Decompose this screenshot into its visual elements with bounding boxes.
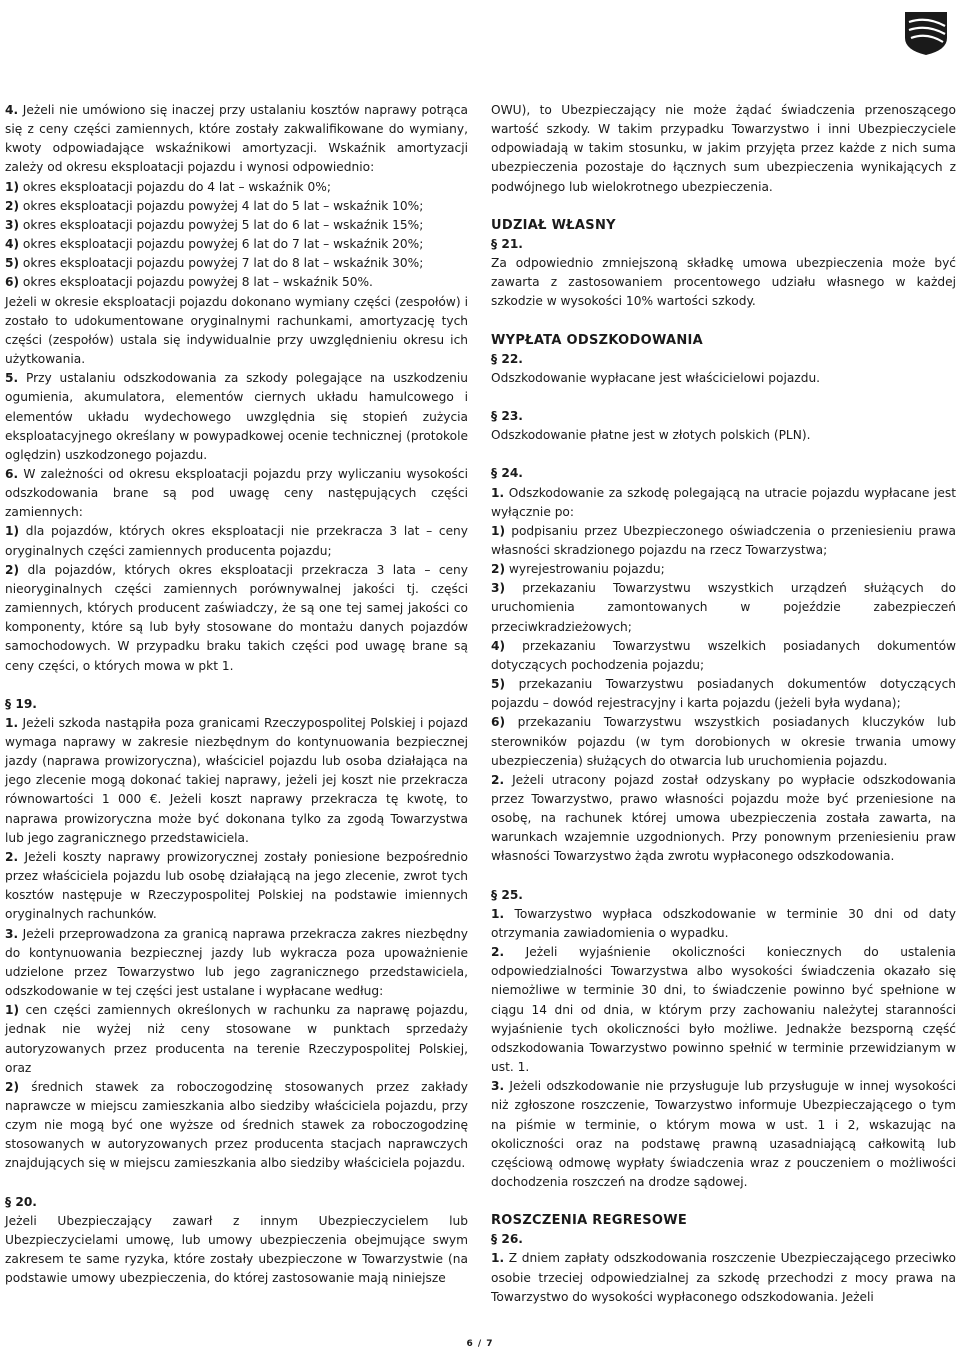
item-number: 6. bbox=[5, 466, 19, 481]
text-paragraph bbox=[5, 293, 468, 370]
text-paragraph bbox=[491, 560, 956, 579]
text-paragraph bbox=[5, 522, 468, 560]
item-number: 2) bbox=[491, 562, 506, 577]
paragraph-text: dla pojazdów, których okres eksploatacji nie przekracza 3 lat – ceny oryginalnych części zamiennych producenta pojazdu; bbox=[5, 524, 468, 558]
text-paragraph bbox=[5, 1212, 468, 1289]
text-paragraph bbox=[5, 101, 468, 178]
text-paragraph bbox=[5, 714, 468, 848]
text-paragraph bbox=[491, 943, 956, 1077]
section-spacer bbox=[491, 312, 956, 331]
paragraph-text: okres eksploatacji pojazdu powyżej 6 lat do 7 lat – wskaźnik 20%; bbox=[19, 237, 424, 252]
paragraph-text: Towarzystwo wypłaca odszkodowanie w terminie 30 dni od daty otrzymania zawiadomienia o wypadku. bbox=[491, 906, 956, 940]
item-number: 1. bbox=[5, 715, 19, 730]
paragraph-text: przekazaniu Towarzystwu wszystkich posiadanych kluczyków lub sterowników pojazdu (w tym dorobionych w okresie trwania umowy ubezpieczenia) służących do otwarcia lub uruchomienia pojazdu. bbox=[491, 715, 956, 768]
paragraph-text: przekazaniu Towarzystwu wszelkich posiadanych dokumentów dotyczących pochodzenia pojazdu; bbox=[491, 638, 956, 672]
item-number: 3. bbox=[5, 926, 19, 941]
item-number: 4. bbox=[5, 103, 19, 117]
item-number: 1) bbox=[491, 523, 506, 538]
section-spacer bbox=[5, 676, 468, 695]
text-paragraph bbox=[5, 235, 468, 254]
text-paragraph bbox=[5, 1078, 468, 1174]
paragraph-text: Jeżeli wyjaśnienie okoliczności koniecznych do ustalenia odpowiedzialności Towarzystwa albo wysokości świadczenia okazało się niemożliwe w terminie 30 dni, to świadczenie powinno być spełnione w ciągu 14 dni od dnia, w którym przy zachowaniu należytej staranności wyjaśnienie tych okoliczności było możliwe. Jednakże bezsporną część odszkodowania Towarzystwo powinno spełnić w terminie przewidzianym w ust. 1. bbox=[491, 945, 956, 1075]
paragraph-text: Jeżeli szkoda nastąpiła poza granicami Rzeczypospolitej Polskiej i pojazd wymaga naprawy w zakresie niezbędnym do kontynuowania bezpiecznej jazdy (naprawa prowizoryczna), właściciel pojazdu lub osoba działająca na jego zlecenie mogą dokonać takiej naprawy, jeżeli jej koszt nie przekracza równowartości 1 000 €. Jeżeli koszt naprawy przekracza tę kwotę, to naprawa prowizoryczna może być dokonana tylko za zgodą Towarzystwa lub jego zagranicznego przedstawiciela. bbox=[5, 715, 468, 845]
right-column bbox=[491, 101, 956, 1307]
text-paragraph bbox=[491, 369, 956, 388]
section-spacer bbox=[491, 445, 956, 464]
paragraph-text: Odszkodowanie za szkodę polegającą na utracie pojazdu wypłacane jest wyłącznie po: bbox=[491, 485, 956, 519]
item-number: 2. bbox=[491, 772, 505, 787]
text-paragraph bbox=[5, 1001, 468, 1078]
text-paragraph bbox=[5, 197, 468, 216]
item-number: 6) bbox=[491, 715, 506, 730]
text-paragraph bbox=[491, 675, 956, 713]
section-heading: ROSZCZENIA REGRESOWE bbox=[491, 1213, 688, 1229]
text-paragraph bbox=[5, 254, 468, 273]
text-paragraph bbox=[491, 522, 956, 560]
text-paragraph bbox=[491, 771, 956, 867]
item-number: 2. bbox=[491, 945, 505, 960]
paragraph-text: W zależności od okresu eksploatacji pojazdu przy wyliczaniu wysokości odszkodowania brane są pod uwagę ceny następujących części zamiennych: bbox=[5, 466, 468, 520]
item-number: 3. bbox=[491, 1079, 505, 1094]
section-heading: UDZIAŁ WŁASNY bbox=[491, 217, 616, 233]
text-paragraph bbox=[5, 925, 468, 1002]
paragraph-text: okres eksploatacji pojazdu powyżej 5 lat do 6 lat – wskaźnik 15%; bbox=[19, 217, 424, 232]
section-heading: WYPŁATA ODSZKODOWANIA bbox=[491, 332, 704, 348]
text-paragraph bbox=[491, 426, 956, 445]
text-paragraph bbox=[5, 848, 468, 925]
item-number: 1. bbox=[491, 1251, 505, 1266]
paragraph-text: okres eksploatacji pojazdu powyżej 7 lat do 8 lat – wskaźnik 30%; bbox=[19, 256, 424, 271]
paragraph-text: Jeżeli w okresie eksploatacji pojazdu dokonano wymiany części (zespołów) i zostało to udokumentowane oryginalnymi rachunkami, amortyzację tych części (zespołów) ustala się indywidualnie przy uwzględnieniu okresu ich użytkowania. bbox=[5, 294, 468, 367]
page-number: 6 / 7 bbox=[466, 1339, 494, 1349]
item-number: 2) bbox=[5, 562, 20, 577]
text-paragraph bbox=[5, 369, 468, 465]
text-paragraph bbox=[491, 101, 956, 197]
text-paragraph bbox=[491, 713, 956, 770]
paragraph-number: § 24. bbox=[491, 466, 523, 481]
item-number: 6) bbox=[5, 275, 20, 290]
item-number: 1. bbox=[491, 906, 505, 921]
paragraph-text: Za odpowiednio zmniejszoną składkę umowa ubezpieczenia może być zawarta z zastosowaniem procentowego udziału własnego w każdej szkodzie w wysokości 10% wartości szkody. bbox=[491, 256, 956, 309]
text-paragraph bbox=[491, 905, 956, 943]
item-number: 1) bbox=[5, 524, 20, 539]
item-number: 5) bbox=[5, 256, 20, 271]
item-number: 2. bbox=[5, 849, 19, 864]
paragraph-text: Jeżeli koszty naprawy prowizorycznej zostały poniesione bezpośrednio przez właściciela pojazdu lub osobę działającą na jego zlecenie, zwrot tych kosztów następuje w Rzeczypospolitej Polskiej na podstawie imiennych oryginalnych rachunków. bbox=[5, 849, 468, 922]
text-paragraph bbox=[491, 484, 956, 522]
paragraph-text: cen części zamiennych określonych w rachunku za naprawę pojazdu, jednak nie wyżej niż ceny stosowane w punktach sprzedaży autoryzowanych przez producenta na terenie Rzeczypospolitej Polskiej, oraz bbox=[5, 1003, 468, 1075]
paragraph-text: Jeżeli Ubezpieczający zawarł z innym Ubezpieczycielem lub Ubezpieczycielami umowę, lub umowy ubezpieczenia obejmujące swym zakresem te same ryzyka, które zostały ubezpieczone w Towarzystwie (na podstawie umowy ubezpieczenia, do której zastosowanie mają niniejsze bbox=[5, 1213, 468, 1286]
item-number: 5. bbox=[5, 371, 19, 386]
text-paragraph bbox=[5, 273, 468, 292]
item-number: 4) bbox=[5, 237, 20, 252]
paragraph-text: podpisaniu przez Ubezpieczonego oświadczenia o przeniesieniu prawa własności skradzionego pojazdu na rzecz Towarzystwa; bbox=[491, 523, 956, 557]
paragraph-number: § 23. bbox=[491, 409, 523, 424]
paragraph-number: § 25. bbox=[491, 887, 523, 902]
paragraph-number: § 22. bbox=[491, 351, 523, 366]
paragraph-text: OWU), to Ubezpieczający nie może żądać świadczenia przenoszącego wartość szkody. W takim przypadku Towarzystwo i inni Ubezpieczyciele odpowiadają w takim stosunku, w jakim przyjęta przez każde z nich suma ubezpieczenia pozostaje do łącznych sum ubezpieczenia wynikających z podwójnego lub wielokrotnego ubezpieczenia. bbox=[491, 103, 956, 194]
text-paragraph bbox=[5, 561, 468, 676]
paragraph-text: Jeżeli odszkodowanie nie przysługuje lub przysługuje w innej wysokości niż zgłoszone roszczenie, Towarzystwo informuje Ubezpieczającego o tym na piśmie w terminie, o którym mowa w ust. 1 i 2, wskazując na okoliczności oraz na podstawę prawną uzasadniającą całkowitą lub częściową odmowę wypłaty świadczenia wraz z pouczeniem o możliwości dochodzenia roszczeń na drodze sądowej. bbox=[491, 1079, 956, 1189]
item-number: 2) bbox=[5, 1079, 20, 1094]
paragraph-text: wyrejestrowaniu pojazdu; bbox=[505, 562, 665, 577]
paragraph-text: Z dniem zapłaty odszkodowania roszczenie Ubezpieczającego przeciwko osobie trzeciej odpowiedzialnej za szkodę przechodzi z mocy prawa na Towarzystwo do wysokości wypłaconego odszkodowania. Jeżeli bbox=[491, 1251, 956, 1304]
company-logo-icon bbox=[903, 8, 949, 56]
item-number: 3) bbox=[5, 217, 20, 232]
paragraph-number: § 26. bbox=[491, 1232, 523, 1247]
paragraph-number: § 21. bbox=[491, 236, 523, 251]
section-spacer bbox=[491, 197, 956, 216]
item-number: 2) bbox=[5, 198, 20, 213]
paragraph-text: średnich stawek za roboczogodzinę stosowanych przez zakłady naprawcze w miejscu zamieszkania albo siedziby właściciela pojazdu, przy czym nie mogą być one wyższe od średnich stawek za roboczogodzinę stosowanych w autoryzowanych przez producenta stacjach naprawczych znajdujących się w miejscu zamieszkania albo siedziby właściciela pojazdu. bbox=[5, 1079, 468, 1171]
item-number: 4) bbox=[491, 638, 506, 653]
item-number: 5) bbox=[491, 677, 506, 692]
item-number: 1. bbox=[491, 485, 505, 500]
section-spacer bbox=[5, 1174, 468, 1193]
section-spacer bbox=[491, 388, 956, 407]
text-paragraph bbox=[491, 637, 956, 675]
paragraph-text: Odszkodowanie wypłacane jest właścicielowi pojazdu. bbox=[491, 370, 821, 385]
paragraph-text: okres eksploatacji pojazdu do 4 lat – wskaźnik 0%; bbox=[19, 179, 331, 194]
paragraph-text: Jeżeli nie umówiono się inaczej przy ustalaniu kosztów naprawy potrąca się z ceny części zamiennych, które zostały zakwalifikowane do wymiany, kwoty odpowiadające wskaźnikowi amortyzacji. Wskaźnik amortyzacji zależy od okresu eksploatacji pojazdu i wynosi odpowiednio: bbox=[5, 103, 468, 175]
text-paragraph bbox=[491, 1249, 956, 1306]
paragraph-text: Jeżeli przeprowadzona za granicą naprawa przekracza zakres niezbędny do kontynuowania bezpiecznej jazdy lub wykracza poza upoważnienie udzielone przez Towarzystwo lub jego zagranicznego przedstawiciela, odszkodowanie w tej części jest ustalane i wypłacane według: bbox=[5, 926, 468, 999]
paragraph-text: Przy ustalaniu odszkodowania za szkody polegające na uszkodzeniu ogumienia, akumulatora, elementów ciernych układu hamulcowego i elementów układu wydechowego uwzględnia się stopień zużycia eksploatacyjnego określany w powypadkowej ocenie technicznej (protokole oględzin) uszkodzonego pojazdu. bbox=[5, 371, 468, 462]
paragraph-text: Jeżeli utracony pojazd został odzyskany po wypłacie odszkodowania przez Towarzystwo, prawo własności pojazdu może być przeniesione na osobę, na rachunek której umowa ubezpieczenia została zawarta, na warunkach wzajemnie uzgodnionych. Przy ponownym przeniesieniu praw własności Towarzystwo żąda zwrotu wypłaconego odszkodowania. bbox=[491, 772, 956, 864]
item-number: 3) bbox=[491, 581, 506, 596]
paragraph-number: § 19. bbox=[5, 696, 37, 711]
text-paragraph bbox=[5, 465, 468, 522]
item-number: 1) bbox=[5, 1003, 20, 1018]
paragraph-number: § 20. bbox=[5, 1194, 37, 1209]
paragraph-text: okres eksploatacji pojazdu powyżej 4 lat do 5 lat – wskaźnik 10%; bbox=[19, 198, 424, 213]
text-paragraph bbox=[491, 254, 956, 311]
item-number: 1) bbox=[5, 179, 20, 194]
text-paragraph bbox=[5, 216, 468, 235]
paragraph-text: przekazaniu Towarzystwu wszystkich urządzeń służących do uruchomienia zamontowanych w pojeździe zabezpieczeń przeciwkradzieżowych; bbox=[491, 581, 956, 634]
paragraph-text: przekazaniu Towarzystwu posiadanych dokumentów dotyczących pojazdu – dowód rejestracyjny i karta pojazdu (jeżeli była wydana); bbox=[491, 677, 956, 711]
paragraph-text: dla pojazdów, których okres eksploatacji przekracza 3 lata – ceny nieoryginalnych części zamiennych porównywalnej jakości tj. części zamiennych, których producent zaświadczy, że są one tej samej jakości co komponenty, które są lub były stosowane do montażu danych pojazdów samochodowych. W przypadku braku takich części pod uwagę brane są ceny części, o których mowa w pkt 1. bbox=[5, 562, 468, 673]
section-spacer bbox=[491, 1192, 956, 1211]
text-paragraph bbox=[491, 579, 956, 636]
left-column bbox=[5, 101, 468, 1288]
section-spacer bbox=[491, 867, 956, 886]
paragraph-text: Odszkodowanie płatne jest w złotych polskich (PLN). bbox=[491, 428, 811, 443]
text-paragraph bbox=[5, 178, 468, 197]
text-paragraph bbox=[491, 1077, 956, 1192]
paragraph-text: okres eksploatacji pojazdu powyżej 8 lat – wskaźnik 50%. bbox=[19, 275, 373, 290]
